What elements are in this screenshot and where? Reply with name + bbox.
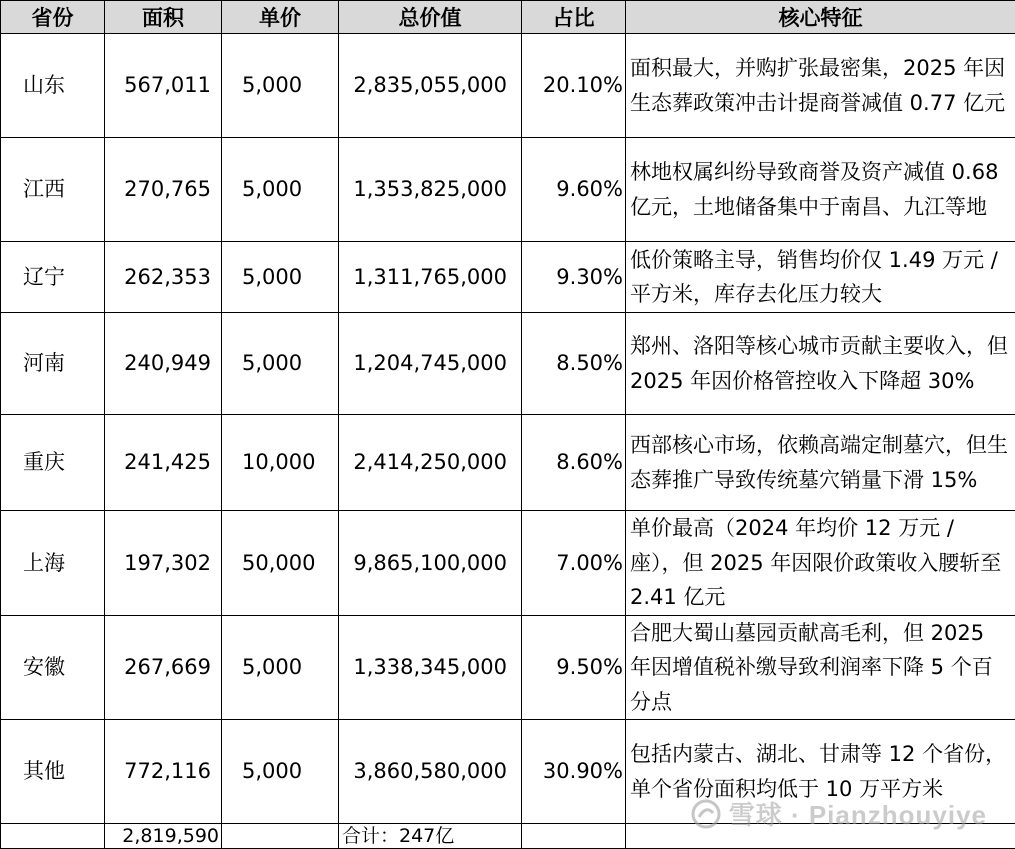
- price-cell: 5,000: [222, 138, 339, 242]
- total-cell: 3,860,580,000: [339, 720, 522, 824]
- feature-cell: 低价策略主导，销售均价仅 1.49 万元 / 平方米，库存去化压力较大: [626, 242, 1015, 313]
- province-cell: 其他: [1, 720, 105, 824]
- share-cell: 8.60%: [522, 415, 626, 511]
- feature-cell: 单价最高（2024 年均价 12 万元 / 座），但 2025 年因限价政策收入腰斩至 2.41 亿元: [626, 511, 1015, 616]
- total-cell: 1,204,745,000: [339, 313, 522, 415]
- price-cell: 5,000: [222, 615, 339, 720]
- table-row: [1, 242, 1015, 313]
- share-cell: 8.50%: [522, 313, 626, 415]
- header-province: 省份: [1, 1, 105, 34]
- feature-cell: 包括内蒙古、湖北、甘肃等 12 个省份，单个省份面积均低于 10 万平方米: [626, 720, 1015, 824]
- feature-cell: 西部核心市场，依赖高端定制墓穴，但生态葬推广导致传统墓穴销量下滑 15%: [626, 415, 1015, 511]
- header-row: [1, 1, 1015, 34]
- feature-cell: 合肥大蜀山墓园贡献高毛利，但 2025 年因增值税补缴导致利润率下降 5 个百分点: [626, 615, 1015, 720]
- area-cell: 270,765: [105, 138, 222, 242]
- province-cell: 重庆: [1, 415, 105, 511]
- total-cell: 1,338,345,000: [339, 615, 522, 720]
- total-sum-cell: 合计：247亿: [339, 824, 522, 849]
- province-cell: 山东: [1, 34, 105, 138]
- share-cell: 20.10%: [522, 34, 626, 138]
- total-cell: 2,835,055,000: [339, 34, 522, 138]
- share-cell: 9.50%: [522, 615, 626, 720]
- feature-cell: 郑州、洛阳等核心城市贡献主要收入，但 2025 年因价格管控收入下降超 30%: [626, 313, 1015, 415]
- price-cell: 5,000: [222, 34, 339, 138]
- price-cell: 50,000: [222, 511, 339, 616]
- header-price: 单价: [222, 1, 339, 34]
- table-row: [1, 138, 1015, 242]
- total-cell: 1,311,765,000: [339, 242, 522, 313]
- area-sum-cell: 2,819,590: [105, 824, 222, 849]
- total-cell: 2,414,250,000: [339, 415, 522, 511]
- area-cell: 267,669: [105, 615, 222, 720]
- province-cell: 上海: [1, 511, 105, 616]
- feature-cell: 林地权属纠纷导致商誉及资产减值 0.68 亿元，土地储备集中于南昌、九江等地: [626, 138, 1015, 242]
- header-share: 占比: [522, 1, 626, 34]
- price-cell: 5,000: [222, 242, 339, 313]
- share-cell: 9.30%: [522, 242, 626, 313]
- share-cell: 9.60%: [522, 138, 626, 242]
- table-row: [1, 615, 1015, 720]
- total-cell: 9,865,100,000: [339, 511, 522, 616]
- area-cell: 567,011: [105, 34, 222, 138]
- table-row: [1, 415, 1015, 511]
- area-cell: 241,425: [105, 415, 222, 511]
- header-area: 面积: [105, 1, 222, 34]
- area-cell: 240,949: [105, 313, 222, 415]
- table-row: [1, 34, 1015, 138]
- watermark: [691, 795, 987, 832]
- province-cell: 辽宁: [1, 242, 105, 313]
- area-cell: 262,353: [105, 242, 222, 313]
- area-cell: 772,116: [105, 720, 222, 824]
- watermark-text: 雪球 · Pianzhouyiye: [729, 795, 987, 832]
- province-cell: 江西: [1, 138, 105, 242]
- footer-empty-cell: [222, 824, 339, 849]
- footer-empty-cell: [1, 824, 105, 849]
- table-row: [1, 511, 1015, 616]
- price-cell: 10,000: [222, 415, 339, 511]
- table-row: [1, 313, 1015, 415]
- header-total: 总价值: [339, 1, 522, 34]
- footer-empty-cell: [522, 824, 626, 849]
- share-cell: 7.00%: [522, 511, 626, 616]
- province-cell: 安徽: [1, 615, 105, 720]
- price-cell: 5,000: [222, 720, 339, 824]
- share-cell: 30.90%: [522, 720, 626, 824]
- province-cell: 河南: [1, 313, 105, 415]
- feature-cell: 面积最大，并购扩张最密集，2025 年因生态葬政策冲击计提商誉减值 0.77 亿元: [626, 34, 1015, 138]
- price-cell: 5,000: [222, 313, 339, 415]
- header-feature: 核心特征: [626, 1, 1015, 34]
- snowball-logo-icon: [691, 799, 721, 829]
- area-cell: 197,302: [105, 511, 222, 616]
- total-cell: 1,353,825,000: [339, 138, 522, 242]
